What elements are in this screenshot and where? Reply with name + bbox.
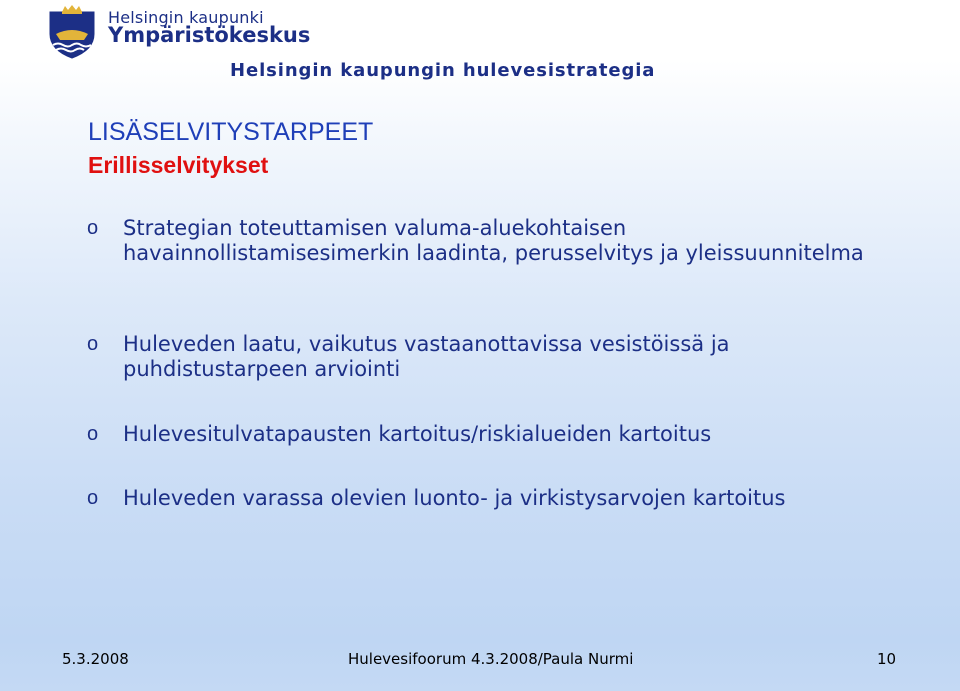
bullet-marker: o (87, 217, 99, 239)
slide-subtitle: Erillisselvitykset (88, 152, 269, 178)
bullet-marker: o (87, 333, 99, 355)
slide-footer (0, 650, 960, 674)
slide-header-title: Helsingin kaupungin hulevesistrategia (230, 60, 656, 81)
footer-date: 5.3.2008 (62, 650, 129, 668)
bullet-text: Hulevesitulvatapausten kartoitus/riskialueiden kartoitus (123, 422, 712, 446)
logo-city-name: Helsingin kaupunki (108, 8, 264, 27)
bullet-text: Huleveden varassa olevien luonto- ja virkistysarvojen kartoitus (123, 486, 786, 510)
slide-title: LISÄSELVITYSTARPEET (88, 118, 374, 146)
page-number: 10 (877, 650, 897, 668)
bullet-text: Strategian toteuttamisen valuma-aluekohtaisen havainnollistamisesimerkin laadinta, perusselvitys ja yleissuunnitelma (123, 216, 864, 265)
logo-department-name: Ympäristökeskus (108, 23, 311, 47)
bullet-text: Huleveden laatu, vaikutus vastaanottavissa vesistöissä ja puhdistustarpeen arviointi (123, 332, 730, 381)
bullet-marker: o (87, 487, 99, 509)
helsinki-crest-icon (44, 4, 100, 60)
footer-presentation-info: Hulevesifoorum 4.3.2008/Paula Nurmi (348, 650, 634, 668)
organization-logo (44, 4, 324, 60)
bullet-marker: o (87, 423, 99, 445)
